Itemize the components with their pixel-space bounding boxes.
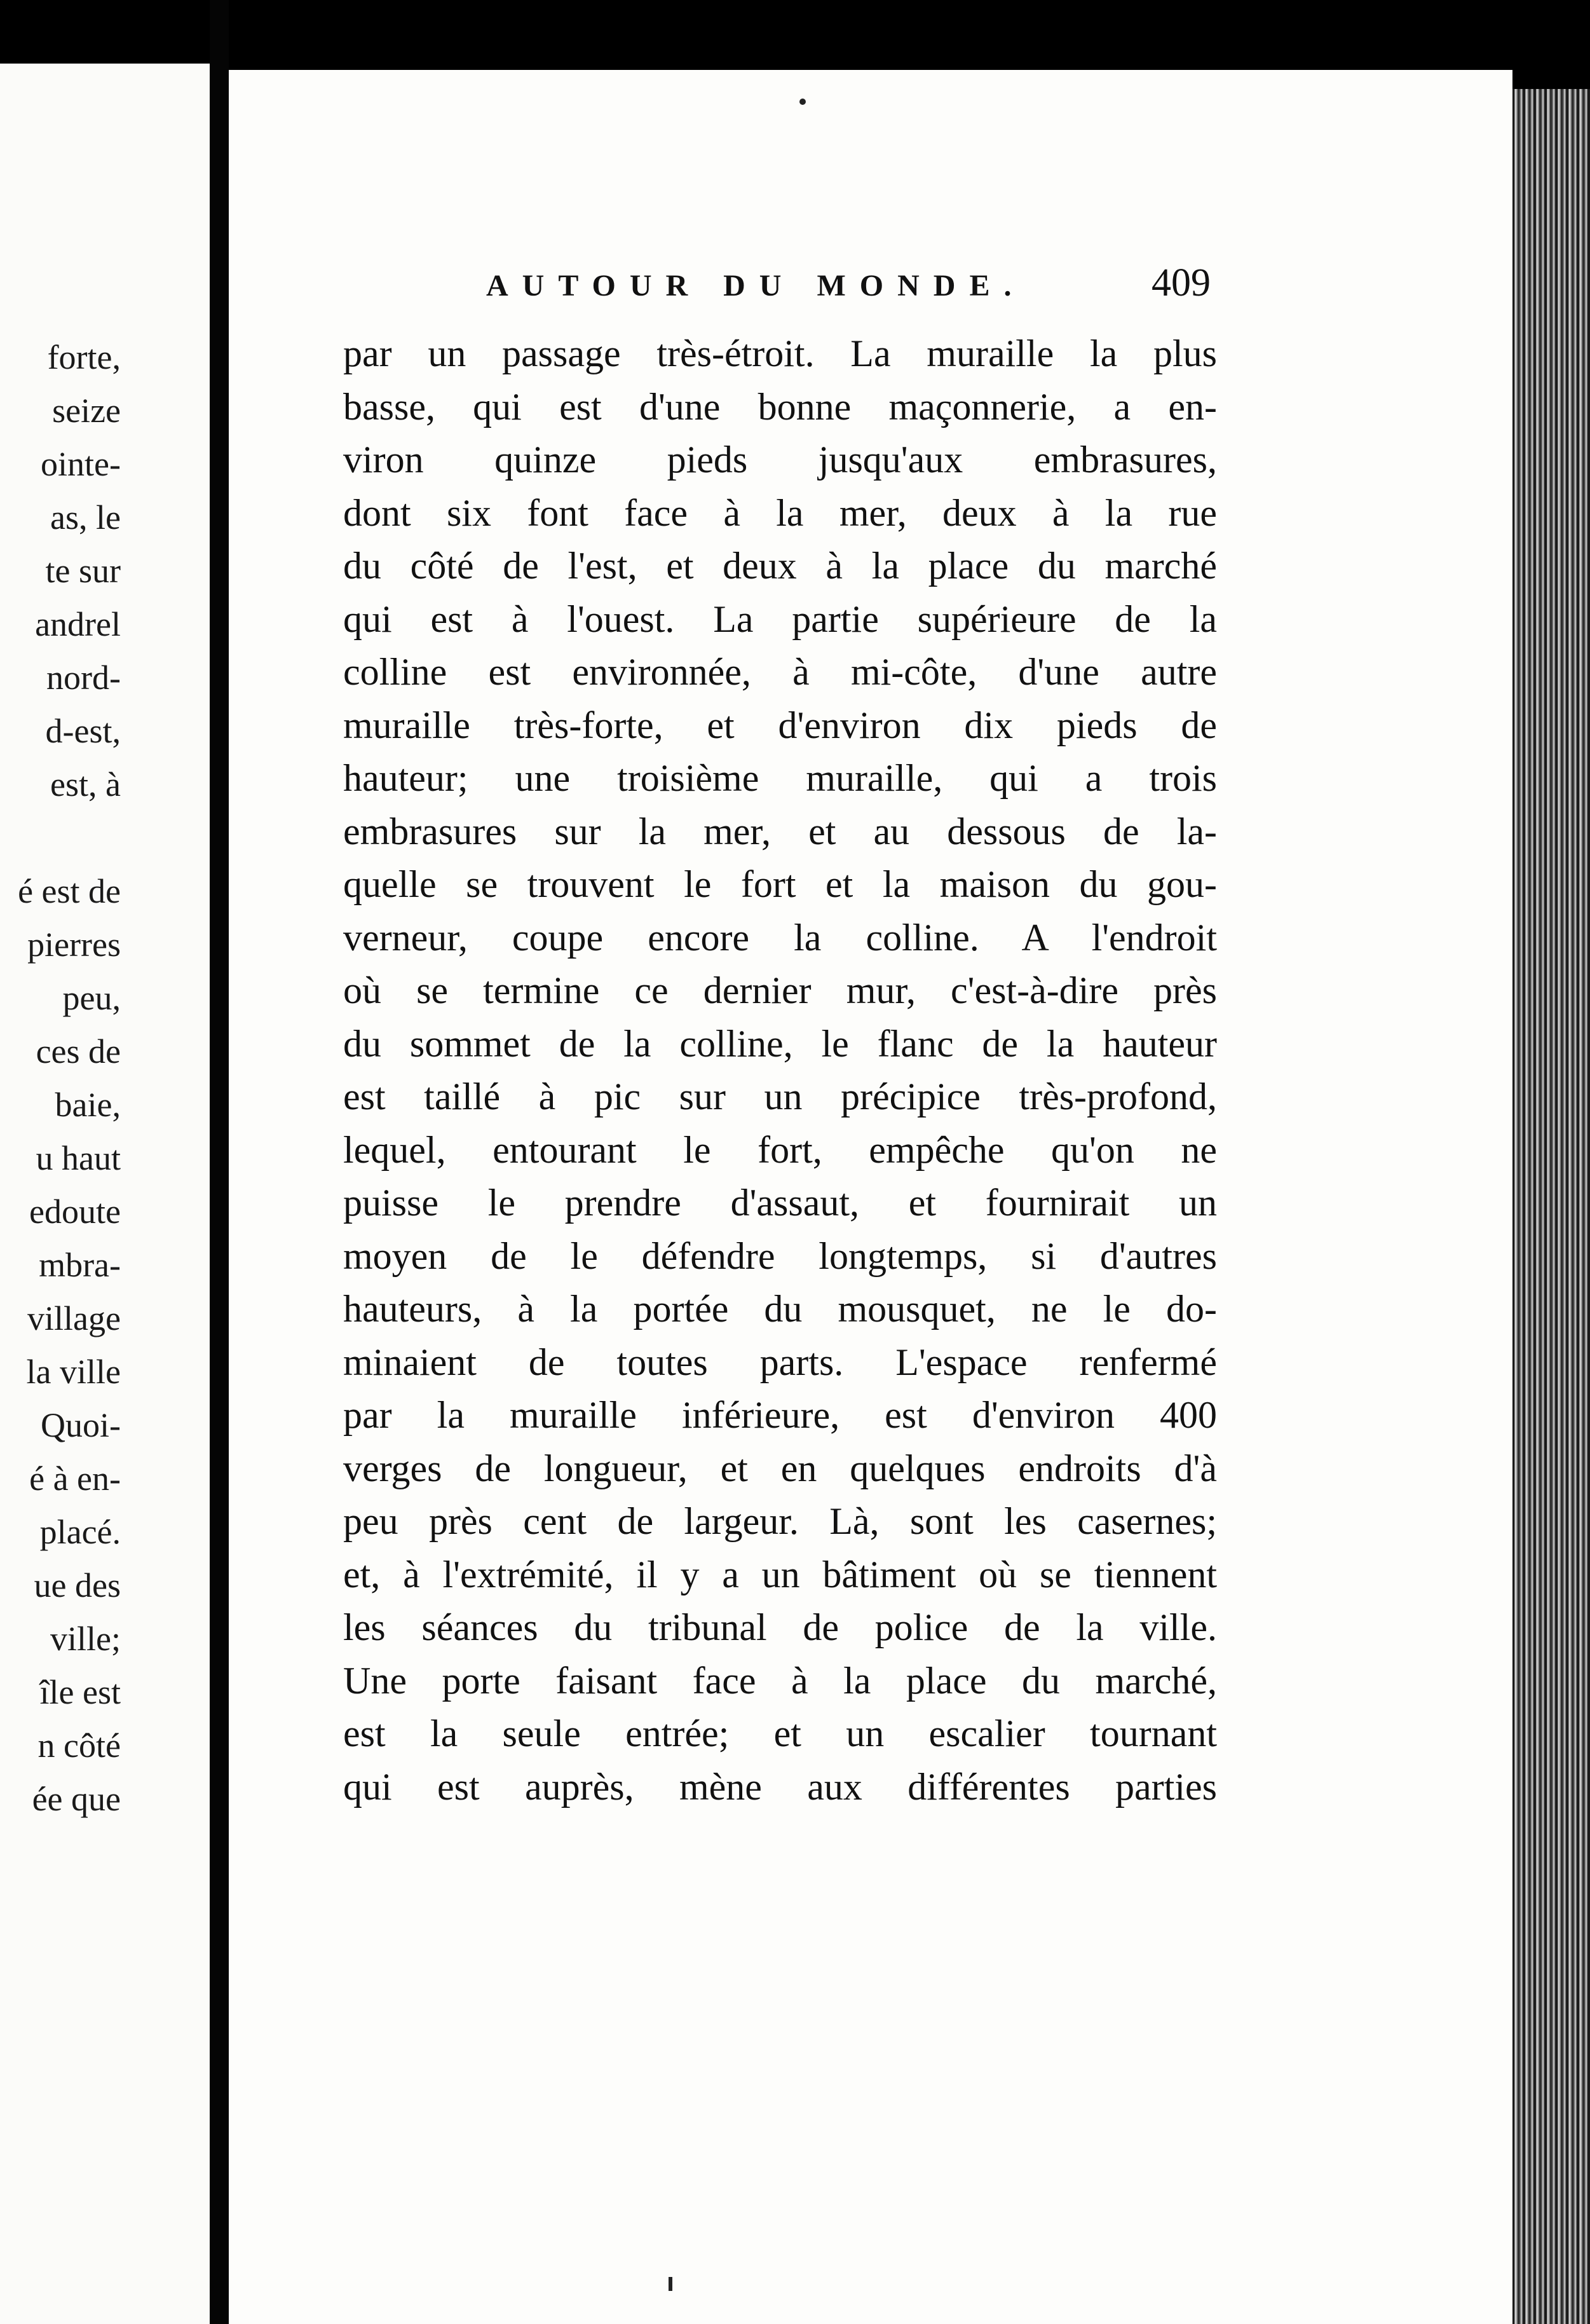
text-line: qui est à l'ouest. La partie supérieure de la	[343, 598, 1217, 640]
left-page-text	[0, 331, 121, 1826]
left-page-line: d-est,	[45, 712, 121, 750]
text-line: les séances du tribunal de police de la ville.	[343, 1606, 1217, 1648]
text-line: peu près cent de largeur. Là, sont les casernes;	[343, 1500, 1217, 1542]
running-title: AUTOUR DU MONDE.	[486, 269, 1026, 303]
text-line: viron quinze pieds jusqu'aux embrasures,	[343, 439, 1217, 481]
text-line: qui est auprès, mène aux différentes parties	[343, 1765, 1217, 1808]
left-page-line: é à en-	[29, 1459, 121, 1498]
left-page-line: pierres	[27, 926, 121, 964]
text-line: verneur, coupe encore la colline. A l'endroit	[343, 916, 1217, 959]
left-page-line: forte,	[47, 338, 121, 376]
left-page-line: andrel	[35, 605, 121, 643]
text-line: verges de longueur, et en quelques endroits d'à	[343, 1447, 1217, 1489]
ink-speck	[669, 2277, 672, 2291]
left-page-line: baie,	[55, 1086, 121, 1124]
left-page-line: ue des	[34, 1566, 121, 1604]
text-line: moyen de le défendre longtemps, si d'autres	[343, 1234, 1217, 1277]
left-page-line: te sur	[45, 552, 121, 590]
text-line: hauteurs, à la portée du mousquet, ne le do-	[343, 1288, 1217, 1330]
left-page-line: n côté	[37, 1726, 121, 1765]
text-line: Une porte faisant face à la place du marché,	[343, 1659, 1217, 1702]
left-page-line: edoute	[29, 1193, 121, 1231]
text-line: par un passage très-étroit. La muraille la plus	[343, 332, 1217, 374]
text-line: embrasures sur la mer, et au dessous de la-	[343, 810, 1217, 852]
text-line: et, à l'extrémité, il y a un bâtiment où se tiennent	[343, 1553, 1217, 1596]
left-page-line	[0, 811, 121, 865]
left-page-line: île est	[39, 1673, 121, 1711]
ink-speck	[799, 99, 806, 105]
left-page-line: ée que	[32, 1780, 121, 1818]
text-line: est la seule entrée; et un escalier tournant	[343, 1712, 1217, 1754]
text-line: puisse le prendre d'assaut, et fournirait un	[343, 1182, 1217, 1224]
left-page-line: village	[27, 1299, 121, 1337]
left-page-line: u haut	[36, 1139, 121, 1177]
left-page-line: ces de	[36, 1032, 121, 1070]
book-gutter	[210, 0, 229, 2324]
left-page-line: placé.	[39, 1513, 121, 1551]
left-page-line: la ville	[26, 1353, 121, 1391]
text-line: basse, qui est d'une bonne maçonnerie, a en-	[343, 385, 1217, 428]
left-page-line: mbra-	[39, 1246, 121, 1284]
text-line: est taillé à pic sur un précipice très-profond,	[343, 1076, 1217, 1118]
left-page-line: peu,	[62, 979, 121, 1017]
page-edges	[1512, 89, 1590, 2324]
left-page-line: ville;	[50, 1620, 121, 1658]
left-page-line: nord-	[46, 659, 121, 697]
body-text	[343, 327, 1217, 1814]
text-line: hauteur; une troisième muraille, qui a trois	[343, 757, 1217, 799]
text-line: lequel, entourant le fort, empêche qu'on ne	[343, 1128, 1217, 1171]
text-line: quelle se trouvent le fort et la maison du gou-	[343, 863, 1217, 905]
text-line: par la muraille inférieure, est d'environ 400	[343, 1394, 1217, 1436]
left-page-line: Quoi-	[41, 1406, 121, 1444]
left-page-line: ointe-	[41, 445, 121, 483]
text-line: dont six font face à la mer, deux à la rue	[343, 491, 1217, 534]
text-line: du côté de l'est, et deux à la place du marché	[343, 545, 1217, 587]
text-line: muraille très-forte, et d'environ dix pieds de	[343, 704, 1217, 746]
running-head	[486, 261, 1211, 318]
left-page-line: é est de	[18, 872, 121, 910]
text-line: du sommet de la colline, le flanc de la hauteur	[343, 1022, 1217, 1065]
left-page-line: est, à	[50, 765, 121, 803]
text-line: où se termine ce dernier mur, c'est-à-dire près	[343, 969, 1217, 1011]
text-line: minaient de toutes parts. L'espace renfermé	[343, 1341, 1217, 1383]
left-page-line: seize	[52, 392, 121, 430]
page-number: 409	[1152, 261, 1211, 304]
text-line: colline est environnée, à mi-côte, d'une autre	[343, 651, 1217, 693]
left-page-line: as, le	[50, 498, 121, 537]
